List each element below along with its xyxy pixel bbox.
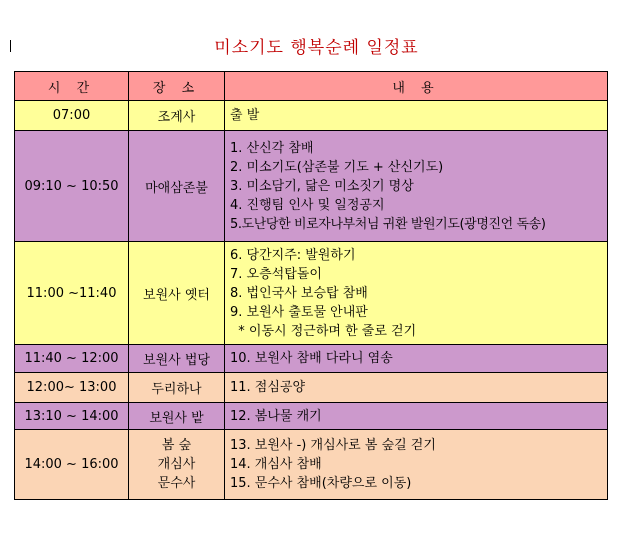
table-row bbox=[15, 131, 608, 242]
content-line: 12. 봄나물 캐기 bbox=[230, 408, 322, 424]
place-line: 봄 숲 bbox=[161, 438, 192, 453]
time-cell: 13:10 ~ 14:00 bbox=[15, 403, 129, 430]
time-cell: 12:00~ 13:00 bbox=[15, 373, 129, 403]
content-line: 출 발 bbox=[230, 108, 260, 123]
content-cell bbox=[225, 403, 608, 430]
header-place: 장 소 bbox=[129, 72, 225, 101]
header-content: 내 용 bbox=[225, 72, 608, 101]
time-cell: 09:10 ~ 10:50 bbox=[15, 131, 129, 242]
content-line: 4. 진행팀 인사 및 일정공지 bbox=[230, 197, 385, 213]
content-line: 6. 당간지주: 발원하기 bbox=[230, 247, 356, 263]
content-line: 9. 보원사 출토물 안내판 bbox=[230, 304, 368, 320]
time-cell: 11:00 ~11:40 bbox=[15, 242, 129, 345]
table-row bbox=[15, 430, 608, 500]
content-line: 15. 문수사 참배(차량으로 이동) bbox=[230, 476, 412, 491]
schedule-table bbox=[14, 71, 608, 500]
content-line: 13. 보원사 -) 개심사로 봄 숲길 걷기 bbox=[230, 438, 436, 453]
content-line: 11. 점심공양 bbox=[230, 380, 306, 395]
content-line: * 이동시 정근하며 한 줄로 걷기 bbox=[230, 323, 417, 339]
content-line: 5.도난당한 비로자나부처님 귀환 발원기도(광명진언 독송) bbox=[230, 216, 546, 232]
content-cell bbox=[225, 345, 608, 373]
content-cell bbox=[225, 373, 608, 403]
header-time: 시 간 bbox=[15, 72, 129, 101]
table-row bbox=[15, 242, 608, 345]
content-line: 1. 산신각 참배 bbox=[230, 140, 314, 156]
place-cell bbox=[129, 430, 225, 500]
content-line: 8. 법인국사 보승탑 참배 bbox=[230, 285, 368, 301]
time-cell: 11:40 ~ 12:00 bbox=[15, 345, 129, 373]
place-line: 개심사 bbox=[157, 457, 196, 472]
time-cell: 14:00 ~ 16:00 bbox=[15, 430, 129, 500]
content-line: 7. 오층석탑돌이 bbox=[230, 266, 322, 282]
table-row bbox=[15, 345, 608, 373]
content-line: 2. 미소기도(삼존불 기도 + 산신기도) bbox=[230, 159, 444, 175]
place-cell: 마애삼존불 bbox=[129, 131, 225, 242]
time-cell: 07:00 bbox=[15, 101, 129, 131]
table-row bbox=[15, 101, 608, 131]
place-cell: 조계사 bbox=[129, 101, 225, 131]
content-cell bbox=[225, 101, 608, 131]
place-cell: 보원사 옛터 bbox=[129, 242, 225, 345]
content-cell bbox=[225, 131, 608, 242]
content-line: 14. 개심사 참배 bbox=[230, 457, 322, 472]
place-line: 문수사 bbox=[157, 476, 196, 491]
header-row bbox=[15, 72, 608, 101]
table-row bbox=[15, 403, 608, 430]
content-cell bbox=[225, 430, 608, 500]
place-cell: 보원사 밭 bbox=[129, 403, 225, 430]
place-cell: 두리하나 bbox=[129, 373, 225, 403]
table-row bbox=[15, 373, 608, 403]
page-title: 미소기도 행복순례 일정표 bbox=[214, 38, 419, 58]
content-cell bbox=[225, 242, 608, 345]
place-cell: 보원사 법당 bbox=[129, 345, 225, 373]
content-line: 10. 보원사 참배 다라니 염송 bbox=[230, 351, 393, 366]
content-line: 3. 미소담기, 닮은 미소짓기 명상 bbox=[230, 178, 414, 194]
